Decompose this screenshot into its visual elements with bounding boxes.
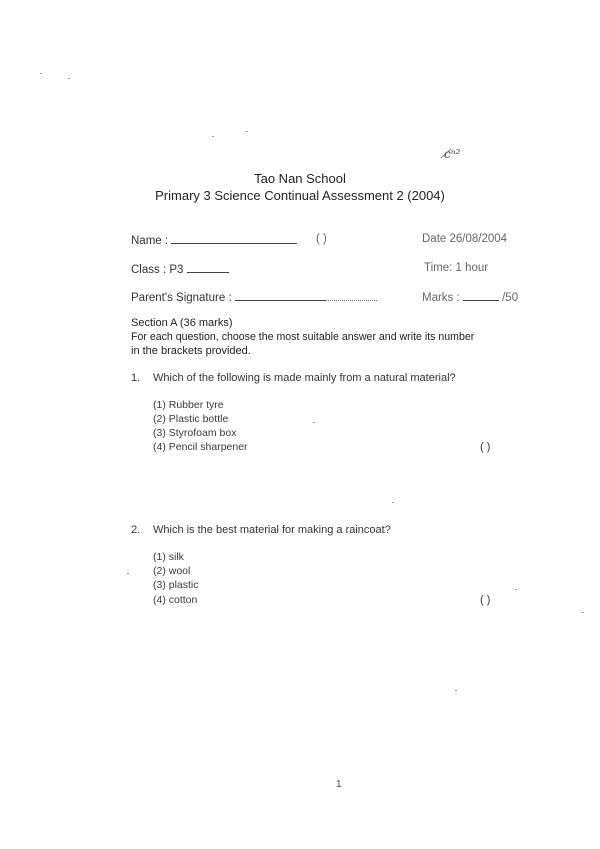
signature-field [131, 290, 377, 304]
section-instruction-line2: in the brackets provided. [131, 345, 251, 357]
register-brackets: ( ) [316, 233, 327, 245]
scan-speck [582, 612, 584, 613]
exam-title: Primary 3 Science Continual Assessment 2 (2004) [155, 188, 445, 203]
section-title: Section A (36 marks) [131, 317, 233, 329]
name-field [131, 233, 297, 247]
question-1-text: Which of the following is made mainly from a natural material? [153, 372, 456, 384]
marks-label: Marks : [422, 292, 460, 304]
time-field: Time: 1 hour [424, 262, 489, 274]
question-1-option-4: (4) Pencil sharpener [153, 441, 248, 453]
signature-label: Parent's Signature : [131, 292, 232, 304]
page-number: 1 [336, 779, 342, 790]
question-2-text: Which is the best material for making a raincoat? [153, 524, 391, 536]
signature-dots [325, 290, 377, 301]
marks-line[interactable] [463, 290, 499, 301]
scan-speck [127, 573, 129, 574]
question-2-option-1: (1) silk [153, 551, 184, 563]
question-2-answer-brackets[interactable]: ( ) [480, 594, 491, 606]
question-2-option-2: (2) wool [153, 565, 191, 577]
scan-speck [515, 589, 517, 590]
scan-speck [455, 690, 457, 691]
class-label: Class : P3 [131, 264, 184, 276]
scan-speck [313, 422, 315, 423]
scan-speck [392, 502, 394, 503]
scan-speck [68, 78, 70, 79]
signature-line[interactable] [235, 290, 325, 301]
date-field: Date 26/08/2004 [422, 233, 508, 245]
scan-speck [40, 73, 42, 74]
class-field [131, 262, 229, 276]
question-2-option-4: (4) cotton [153, 594, 198, 606]
question-1-option-2: (2) Plastic bottle [153, 413, 229, 425]
marks-total: /50 [502, 292, 519, 304]
section-instruction-line1: For each question, choose the most suitable answer and write its number [131, 331, 475, 343]
scan-speck [246, 131, 248, 132]
marks-field [422, 290, 518, 304]
name-line[interactable] [171, 233, 297, 244]
school-name: Tao Nan School [254, 171, 346, 186]
question-1-option-1: (1) Rubber tyre [153, 399, 224, 411]
class-line[interactable] [187, 262, 229, 273]
handwritten-note: c̸ⁿ² [444, 147, 461, 161]
scan-speck [212, 136, 214, 137]
name-label: Name : [131, 235, 169, 247]
question-1-option-3: (3) Styrofoam box [153, 427, 237, 439]
question-2-option-3: (3) plastic [153, 579, 199, 591]
question-1-answer-brackets[interactable]: ( ) [480, 441, 491, 453]
question-1-number: 1. [131, 372, 141, 384]
question-2-number: 2. [131, 524, 141, 536]
